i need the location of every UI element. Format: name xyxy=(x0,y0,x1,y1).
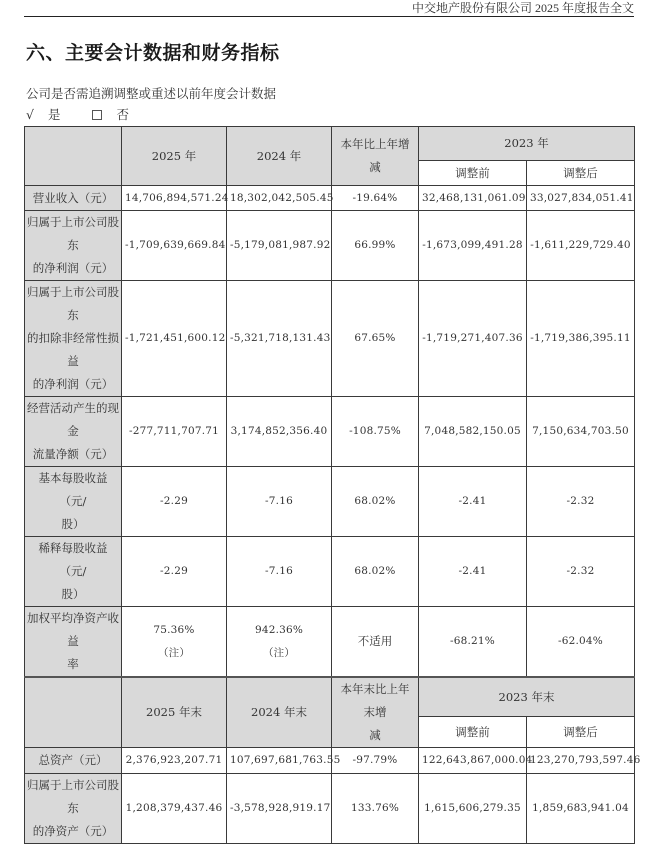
header-change: 本年比上年增减 xyxy=(332,127,419,186)
table2-header-row-1 xyxy=(25,677,635,717)
header-2023: 2023 年 xyxy=(419,127,635,161)
header-2024: 2024 年 xyxy=(227,127,332,186)
value-change: -108.75% xyxy=(332,397,419,467)
header-before-adjustment: 调整前 xyxy=(419,717,527,748)
row-label-line: 经营活动产生的现金 xyxy=(27,401,119,438)
value-2023-before: 122,643,867,000.04 xyxy=(419,748,527,774)
row-label xyxy=(25,467,122,537)
row-label-line: 率 xyxy=(67,657,79,671)
value-change: 66.99% xyxy=(332,211,419,281)
note-marker: （注） xyxy=(262,646,296,659)
table1-header-row-1 xyxy=(25,127,635,161)
table-row-total-assets xyxy=(25,748,635,774)
value-2023-before: -1,719,271,407.36 xyxy=(419,281,527,397)
header-line: 减 xyxy=(369,728,381,742)
header-after-adjustment: 调整后 xyxy=(527,717,635,748)
value-2023-after: -1,611,229,729.40 xyxy=(527,211,635,281)
value-2025: -277,711,707.71 xyxy=(122,397,227,467)
note-marker: （注） xyxy=(157,646,191,659)
row-label-line: 归属于上市公司股东 xyxy=(27,215,119,252)
value-2024 xyxy=(227,607,332,678)
row-label xyxy=(25,281,122,397)
restatement-question: 公司是否需追溯调整或重述以前年度会计数据 xyxy=(26,86,277,101)
row-label-line: 加权平均净资产收益 xyxy=(27,611,119,648)
value-2023-before: 7,048,582,150.05 xyxy=(419,397,527,467)
value-2023-before: -68.21% xyxy=(419,607,527,678)
header-2023-end: 2023 年末 xyxy=(419,677,635,717)
row-label-line: 稀释每股收益（元/ xyxy=(38,541,108,578)
row-label-line: 流量净额（元） xyxy=(32,447,114,461)
value-2024: 3,174,852,356.40 xyxy=(227,397,332,467)
table-row-net-profit-deducted xyxy=(25,281,635,397)
option-no xyxy=(92,107,143,122)
value-2025 xyxy=(122,607,227,678)
value-2023-before: -2.41 xyxy=(419,537,527,607)
value-change: -19.64% xyxy=(332,186,419,211)
row-label xyxy=(25,607,122,678)
row-label-line: 股） xyxy=(61,587,85,601)
value-change: 不适用 xyxy=(332,607,419,678)
table-row-operating-cash-flow xyxy=(25,397,635,467)
row-label-line: 归属于上市公司股东 xyxy=(27,285,119,322)
row-label: 总资产（元） xyxy=(25,748,122,774)
table-row-net-assets xyxy=(25,774,635,844)
table-row-weighted-roe xyxy=(25,607,635,678)
row-label-line: 的净资产（元） xyxy=(32,824,114,838)
value-2023-after: -62.04% xyxy=(527,607,635,678)
table-row-basic-eps xyxy=(25,467,635,537)
value-2023-after: 33,027,834,051.41 xyxy=(527,186,635,211)
header-blank xyxy=(25,677,122,748)
value-change: 67.65% xyxy=(332,281,419,397)
header-line: 本年末比上年末增 xyxy=(340,682,410,719)
option-yes-label: 是 xyxy=(47,107,61,122)
value-2025: -2.29 xyxy=(122,537,227,607)
row-label-line: 归属于上市公司股东 xyxy=(27,778,119,815)
header-before-adjustment: 调整前 xyxy=(419,161,527,186)
value-2025: 14,706,894,571.24 xyxy=(122,186,227,211)
value-2023-after: 123,270,793,597.46 xyxy=(527,748,635,774)
value-2024: -3,578,928,919.17 xyxy=(227,774,332,844)
value-2023-before: -2.41 xyxy=(419,467,527,537)
value-2025: -1,721,451,600.12 xyxy=(122,281,227,397)
value-2024: -5,321,718,131.43 xyxy=(227,281,332,397)
header-2025: 2025 年 xyxy=(122,127,227,186)
financial-data-table xyxy=(24,126,641,844)
value-change: -97.79% xyxy=(332,748,419,774)
value-change: 68.02% xyxy=(332,467,419,537)
header-after-adjustment: 调整后 xyxy=(527,161,635,186)
value-2023-after: -1,719,386,395.11 xyxy=(527,281,635,397)
row-label-line: 的净利润（元） xyxy=(32,261,114,275)
header-2025-end: 2025 年末 xyxy=(122,677,227,748)
value-2025: 1,208,379,437.46 xyxy=(122,774,227,844)
row-label-line: 的扣除非经常性损益 xyxy=(27,331,119,368)
value-2023-before: 1,615,606,279.35 xyxy=(419,774,527,844)
value-2023-after: -2.32 xyxy=(527,537,635,607)
value-line: 75.36% xyxy=(153,623,195,636)
header-2024-end: 2024 年末 xyxy=(227,677,332,748)
section-title: 六、主要会计数据和财务指标 xyxy=(26,42,280,64)
value-2024: 18,302,042,505.45 xyxy=(227,186,332,211)
row-label-line: 基本每股收益（元/ xyxy=(38,471,108,508)
checkmark-icon: √ xyxy=(26,107,34,122)
row-label xyxy=(25,774,122,844)
value-2023-before: -1,673,099,491.28 xyxy=(419,211,527,281)
table-row-revenue xyxy=(25,186,635,211)
row-label-line: 股） xyxy=(61,517,85,531)
value-2025: 2,376,923,207.71 xyxy=(122,748,227,774)
row-label xyxy=(25,211,122,281)
value-change: 133.76% xyxy=(332,774,419,844)
table-row-net-profit xyxy=(25,211,635,281)
row-label xyxy=(25,537,122,607)
value-2024: -7.16 xyxy=(227,467,332,537)
value-2024: 107,697,681,763.55 xyxy=(227,748,332,774)
value-line: 942.36% xyxy=(254,623,304,636)
table-row-diluted-eps xyxy=(25,537,635,607)
restatement-options xyxy=(26,105,157,123)
value-2023-before: 32,468,131,061.09 xyxy=(419,186,527,211)
row-label xyxy=(25,397,122,467)
row-label-line: 的净利润（元） xyxy=(32,377,114,391)
value-2023-after: 7,150,634,703.50 xyxy=(527,397,635,467)
value-2025: -1,709,639,669.84 xyxy=(122,211,227,281)
value-2023-after: -2.32 xyxy=(527,467,635,537)
value-2025: -2.29 xyxy=(122,467,227,537)
running-header: 中交地产股份有限公司 2025 年度报告全文 xyxy=(24,0,634,17)
value-2024: -7.16 xyxy=(227,537,332,607)
value-change: 68.02% xyxy=(332,537,419,607)
option-no-label: 否 xyxy=(116,107,129,122)
option-yes xyxy=(26,107,78,122)
value-2024: -5,179,081,987.92 xyxy=(227,211,332,281)
empty-checkbox-icon xyxy=(92,110,102,120)
header-blank xyxy=(25,127,122,186)
row-label: 营业收入（元） xyxy=(25,186,122,211)
value-2023-after: 1,859,683,941.04 xyxy=(527,774,635,844)
header-change-end xyxy=(332,677,419,748)
